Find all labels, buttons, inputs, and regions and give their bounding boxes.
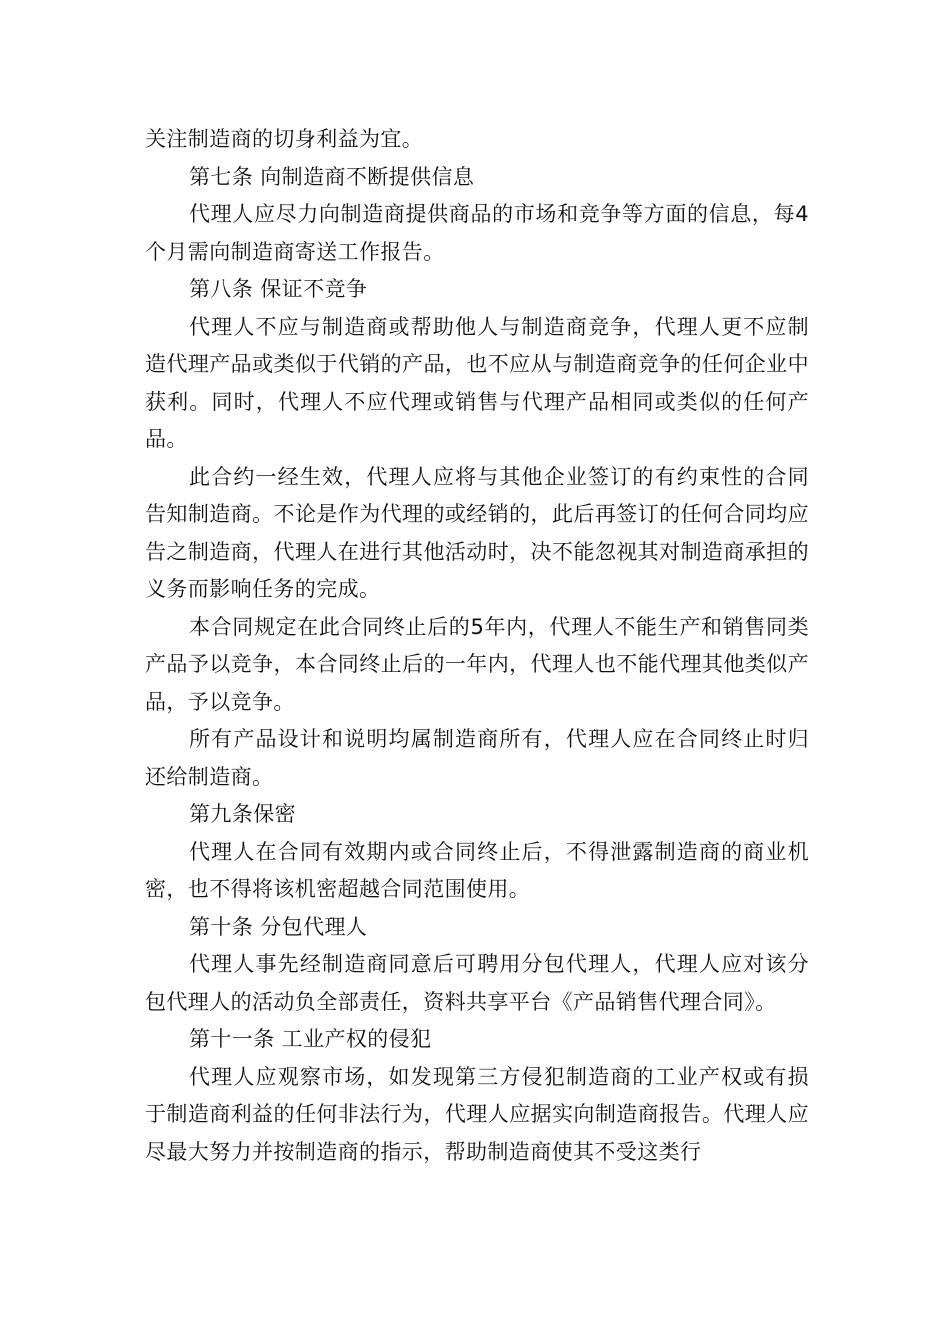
article-11-body: 代理人应观察市场，如发现第三方侵犯制造商的工业产权或有损于制造商利益的任何非法行为，代理人应据实向制造商报告。代理人应尽最大努力并按制造商的指示，帮助制造商使其不受这类行 — [145, 1064, 809, 1164]
article-8-heading: 第八条 保证不竞争 — [189, 277, 368, 301]
article-10-heading: 第十条 分包代理人 — [189, 914, 368, 939]
article-8-body-3: 本合同规定在此合同终止后的5年内，代理人不能生产和销售同类产品予以竞争，本合同终止后的一年内，代理人也不能代理其他类似产品，予以竞争。 — [145, 614, 809, 714]
article-9-heading: 第九条保密 — [189, 802, 296, 826]
article-11-heading: 第十一条 工业产权的侵犯 — [189, 1027, 432, 1051]
article-10-body: 代理人事先经制造商同意后可聘用分包代理人，代理人应对该分包代理人的活动负全部责任，资料共享平台《产品销售代理合同》。 — [145, 952, 809, 1014]
article-8-body-1: 代理人不应与制造商或帮助他人与制造商竞争，代理人更不应制造代理产品或类似于代销的产品，也不应从与制造商竞争的任何企业中获利。同时，代理人不应代理或销售与代理产品相同或类似的任何产品。 — [145, 314, 809, 451]
article-9-body: 代理人在合同有效期内或合同终止后，不得泄露制造商的商业机密，也不得将该机密超越合同范围使用。 — [145, 839, 809, 901]
article-7-body: 代理人应尽力向制造商提供商品的市场和竞争等方面的信息，每4个月需向制造商寄送工作报告。 — [145, 202, 809, 264]
paragraph-continuation: 关注制造商的切身利益为宜。 — [145, 127, 424, 151]
document-body — [145, 121, 809, 1171]
article-8-body-2: 此合约一经生效，代理人应将与其他企业签订的有约束性的合同告知制造商。不论是作为代理的或经销的，此后再签订的任何合同均应告之制造商，代理人在进行其他活动时，决不能忽视其对制造商承担的义务而影响任务的完成。 — [145, 464, 809, 601]
article-7-heading: 第七条 向制造商不断提供信息 — [189, 164, 475, 189]
article-8-body-4: 所有产品设计和说明均属制造商所有，代理人应在合同终止时归还给制造商。 — [145, 727, 809, 789]
